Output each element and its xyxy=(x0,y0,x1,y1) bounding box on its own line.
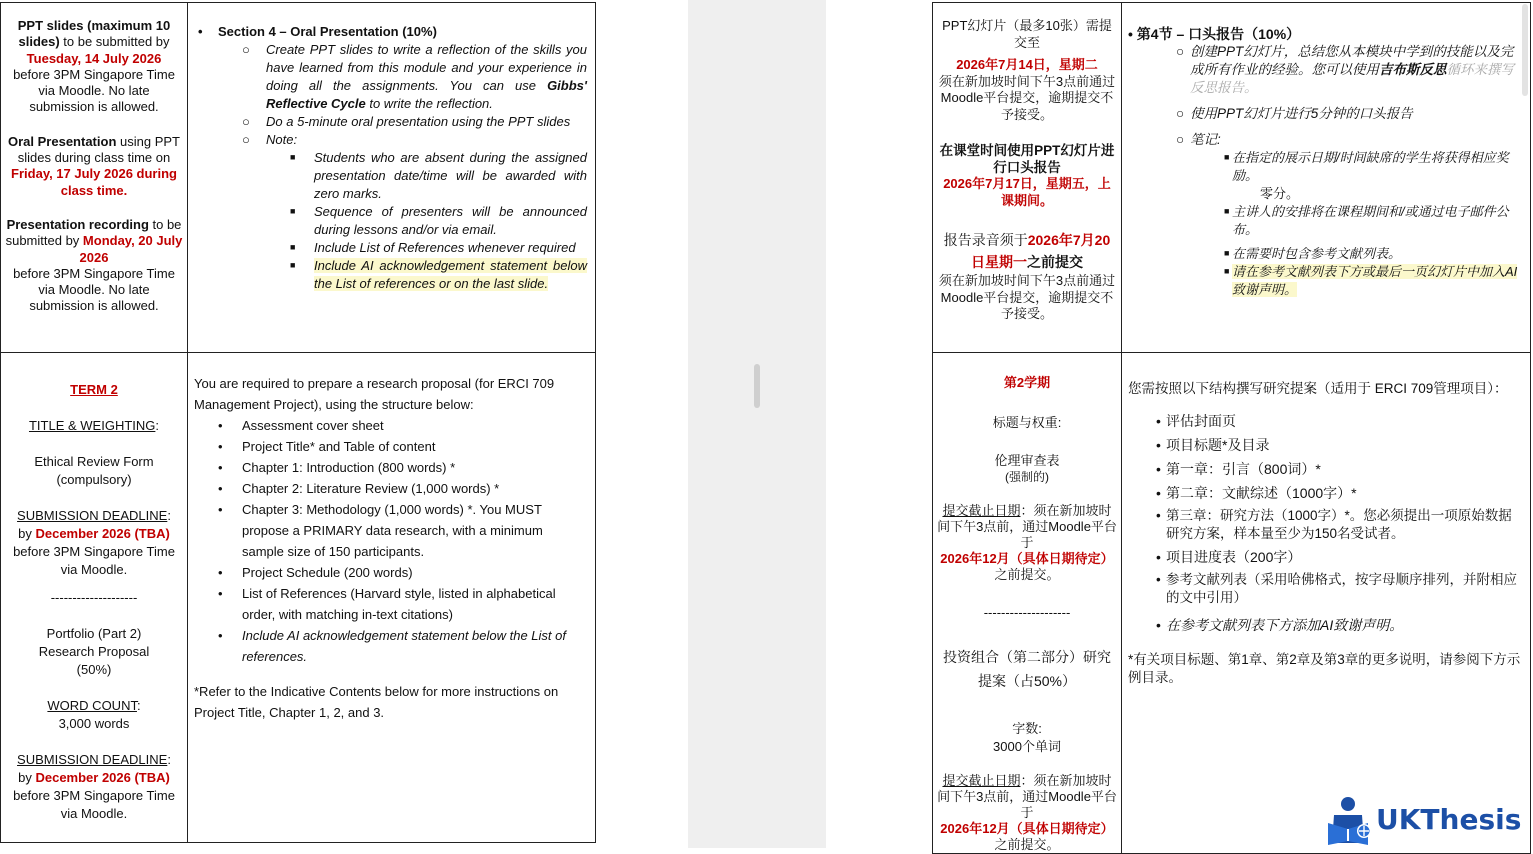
ppt-deadline: PPT slides (maximum 10 slides) to be submitted by Tuesday, 14 July 2026 before 3PM Singapore Time via Moodle. No late submission is allowed. xyxy=(13,18,175,115)
table-row-term2 xyxy=(1,353,596,843)
list-item: ○ Do a 5-minute oral presentation using the PPT slides xyxy=(242,114,571,129)
cell-term2-details xyxy=(188,353,596,843)
list-item: • Project Schedule (200 words) xyxy=(218,565,413,580)
term2-label: 第2学期 xyxy=(1003,375,1051,390)
logo-wordmark: UKThesis xyxy=(1376,803,1522,836)
list-item: ■ 在需要时包含参考文献列表。 xyxy=(1224,246,1402,261)
divider: -------------------- xyxy=(983,605,1071,620)
list-item: • 第一章：引言（800词）* xyxy=(1156,461,1321,477)
list-item: • 项目标题*及目录 xyxy=(1156,437,1270,453)
list-item: ○ 创建PPT幻灯片，总结您从本模块中学到的技能以及完成所有作业的经验。您可以使用吉布斯反思循环来撰写反思报告。 xyxy=(1176,44,1514,95)
assessment-table-english xyxy=(0,2,596,843)
refer-note: *有关项目标题、第1章、第2章及第3章的更多说明，请参阅下方示例目录。 xyxy=(1128,652,1521,685)
cell-section4-deadlines xyxy=(1,3,188,353)
recording-deadline: Presentation recording to be submitted by Monday, 20 July 2026 before 3PM Singapore Time via Moodle. No late submission is allowed. xyxy=(5,216,183,314)
list-item: ○ 使用PPT幻灯片进行5分钟的口头报告 xyxy=(1176,106,1413,121)
list-item: • 在参考文献列表下方添加AI致谢声明。 xyxy=(1156,617,1404,633)
ukthesis-logo xyxy=(1324,795,1529,847)
section4-heading: • Section 4 – Oral Presentation (10%) xyxy=(198,24,437,39)
scrollbar-track[interactable] xyxy=(1522,4,1528,96)
document-page-english xyxy=(0,0,688,848)
document-page-chinese xyxy=(826,0,1533,852)
assessment-table-chinese xyxy=(932,2,1531,854)
cell-section4-details: • 第4节 – 口头报告（10%） ○ 创建PPT幻灯片，总结您从本模块中学到的技能以及完成所有作业的经验。您可以使用吉布斯反思循环来撰写反思报告。 ○ 使用PPT幻灯片进行5分钟的口头报告 ○ 笔记: ■ 在指定的展示日期/时间缺席的学生将获得相应奖励。 零分。 ■ 主讲人的安排将在课程期间和/或通过电子邮件公布。 ■ 在需要时包含参考文献列表。 ■ 请在参考文献列表下方或最后一页幻灯片中加入AI致谢声明。 xyxy=(1122,3,1531,353)
list-item: • 第二章：文献综述（1000字）* xyxy=(1156,485,1357,501)
table-row-section4 xyxy=(1,3,596,353)
list-item-highlighted: ■ 请在参考文献列表下方或最后一页幻灯片中加入AI致谢声明。 xyxy=(1224,264,1518,297)
list-item: • Project Title* and Table of content xyxy=(218,439,436,454)
section4-heading: • 第4节 – 口头报告（10%） xyxy=(1128,26,1301,42)
cell-section4-deadlines: PPT幻灯片（最多10张）需提交至 2026年7月14日，星期二 须在新加坡时间下午3点前通过Moodle平台提交，逾期提交不予接受。 在课堂时间使用PPT幻灯片进行口头报告 2026年7月17日，星期五，上课期间。 报告录音须于2026年7月20日星期一之前提交 须在新加坡时间下午3点前通过Moodle平台提交，逾期提交不予接受。 xyxy=(933,3,1122,353)
list-item: ○ Create PPT slides to write a reflection of the skills you have learned from this module and your experience in doing all the assignments. You can use Gibbs' Reflective Cycle to write the reflection. xyxy=(242,42,587,111)
list-item-highlighted: ■ Include AI acknowledgement statement below the List of references or on the last slide. xyxy=(290,258,587,291)
term2-label: TERM 2 xyxy=(70,382,118,397)
list-item: • Chapter 1: Introduction (800 words) * xyxy=(218,460,456,475)
list-item: ■ Students who are absent during the assigned presentation date/time will be awarded with zero marks. xyxy=(290,150,587,201)
list-item: • List of References (Harvard style, listed in alphabetical order, with matching in-text citations) xyxy=(218,586,556,622)
cell-term2-deadlines: 第2学期 标题与权重: 伦理审查表 (强制的) 提交截止日期：须在新加坡时间下午3点前，通过Moodle平台于2026年12月（具体日期待定）之前提交。 -------------------- 投资组合（第二部分）研究提案（占50%） 字数: 3000个单词 提交截止日期：须在新加坡时间下午3点前，通过Moodle平台于2026年12月（具体日期待定）之前提交。 xyxy=(933,353,1122,854)
oral-deadline: Oral Presentation using PPT slides during class time on Friday, 17 July 2026 during class time. xyxy=(8,133,180,198)
list-item: ○ 笔记: xyxy=(1176,132,1221,147)
reader-book-icon xyxy=(1324,795,1376,847)
list-item: ■ Sequence of presenters will be announced during lessons and/or via email. xyxy=(290,204,587,237)
refer-note: *Refer to the Indicative Contents below for more instructions on Project Title, Chapter 1, 2, and 3. xyxy=(194,684,559,720)
list-item: • 评估封面页 xyxy=(1156,413,1236,429)
list-item: • 第三章：研究方法（1000字）*。您必须提出一项原始数据研究方案，样本量至少为150名受试者。 xyxy=(1156,508,1512,541)
list-item: • 参考文献列表（采用哈佛格式，按字母顺序排列，并附相应的文中引用） xyxy=(1156,572,1517,605)
divider: -------------------- xyxy=(50,590,138,605)
proposal-intro: 您需按照以下结构撰写研究提案（适用于 ERCI 709管理项目）： xyxy=(1128,381,1508,396)
list-item: ■ 在指定的展示日期/时间缺席的学生将获得相应奖励。 xyxy=(1224,150,1509,183)
list-item: • Assessment cover sheet xyxy=(218,418,384,433)
list-item: • Include AI acknowledgement statement below the List of references. xyxy=(218,628,566,664)
scrollbar-thumb[interactable] xyxy=(754,364,760,408)
list-item: ■ Include List of References whenever required xyxy=(290,240,576,255)
table-row-section4 xyxy=(933,3,1531,353)
list-item: ○ Note: xyxy=(242,132,298,147)
cell-term2-details xyxy=(1122,353,1531,854)
proposal-intro: You are required to prepare a research proposal (for ERCI 709 Management Project), using the structure below: xyxy=(194,376,555,412)
cell-section4-details xyxy=(188,3,596,353)
table-row-term2 xyxy=(933,353,1531,854)
page-gutter xyxy=(688,0,826,848)
proposal-structure-list xyxy=(194,415,585,667)
list-item: • 项目进度表（200字） xyxy=(1156,549,1302,565)
cell-term2-deadlines: TERM 2 TITLE & WEIGHTING: Ethical Review Form (compulsory) SUBMISSION DEADLINE: by December 2026 (TBA) before 3PM Singapore Time via Moodle. -------------------- Portfolio (Part 2) Research Proposal (50%) WORD COUNT: 3,000 words SUBMISSION DEADLINE: by December 2026 (TBA) before 3PM Singapore Time via Moodle. xyxy=(1,353,188,843)
list-item: • Chapter 2: Literature Review (1,000 words) * xyxy=(218,481,500,496)
proposal-structure-list xyxy=(1128,411,1522,635)
list-item: ■ 主讲人的安排将在课程期间和/或通过电子邮件公布。 xyxy=(1224,204,1509,237)
list-item: • Chapter 3: Methodology (1,000 words) *. You MUST propose a PRIMARY data research, with a minimum sample size of 150 participants. xyxy=(218,502,543,559)
